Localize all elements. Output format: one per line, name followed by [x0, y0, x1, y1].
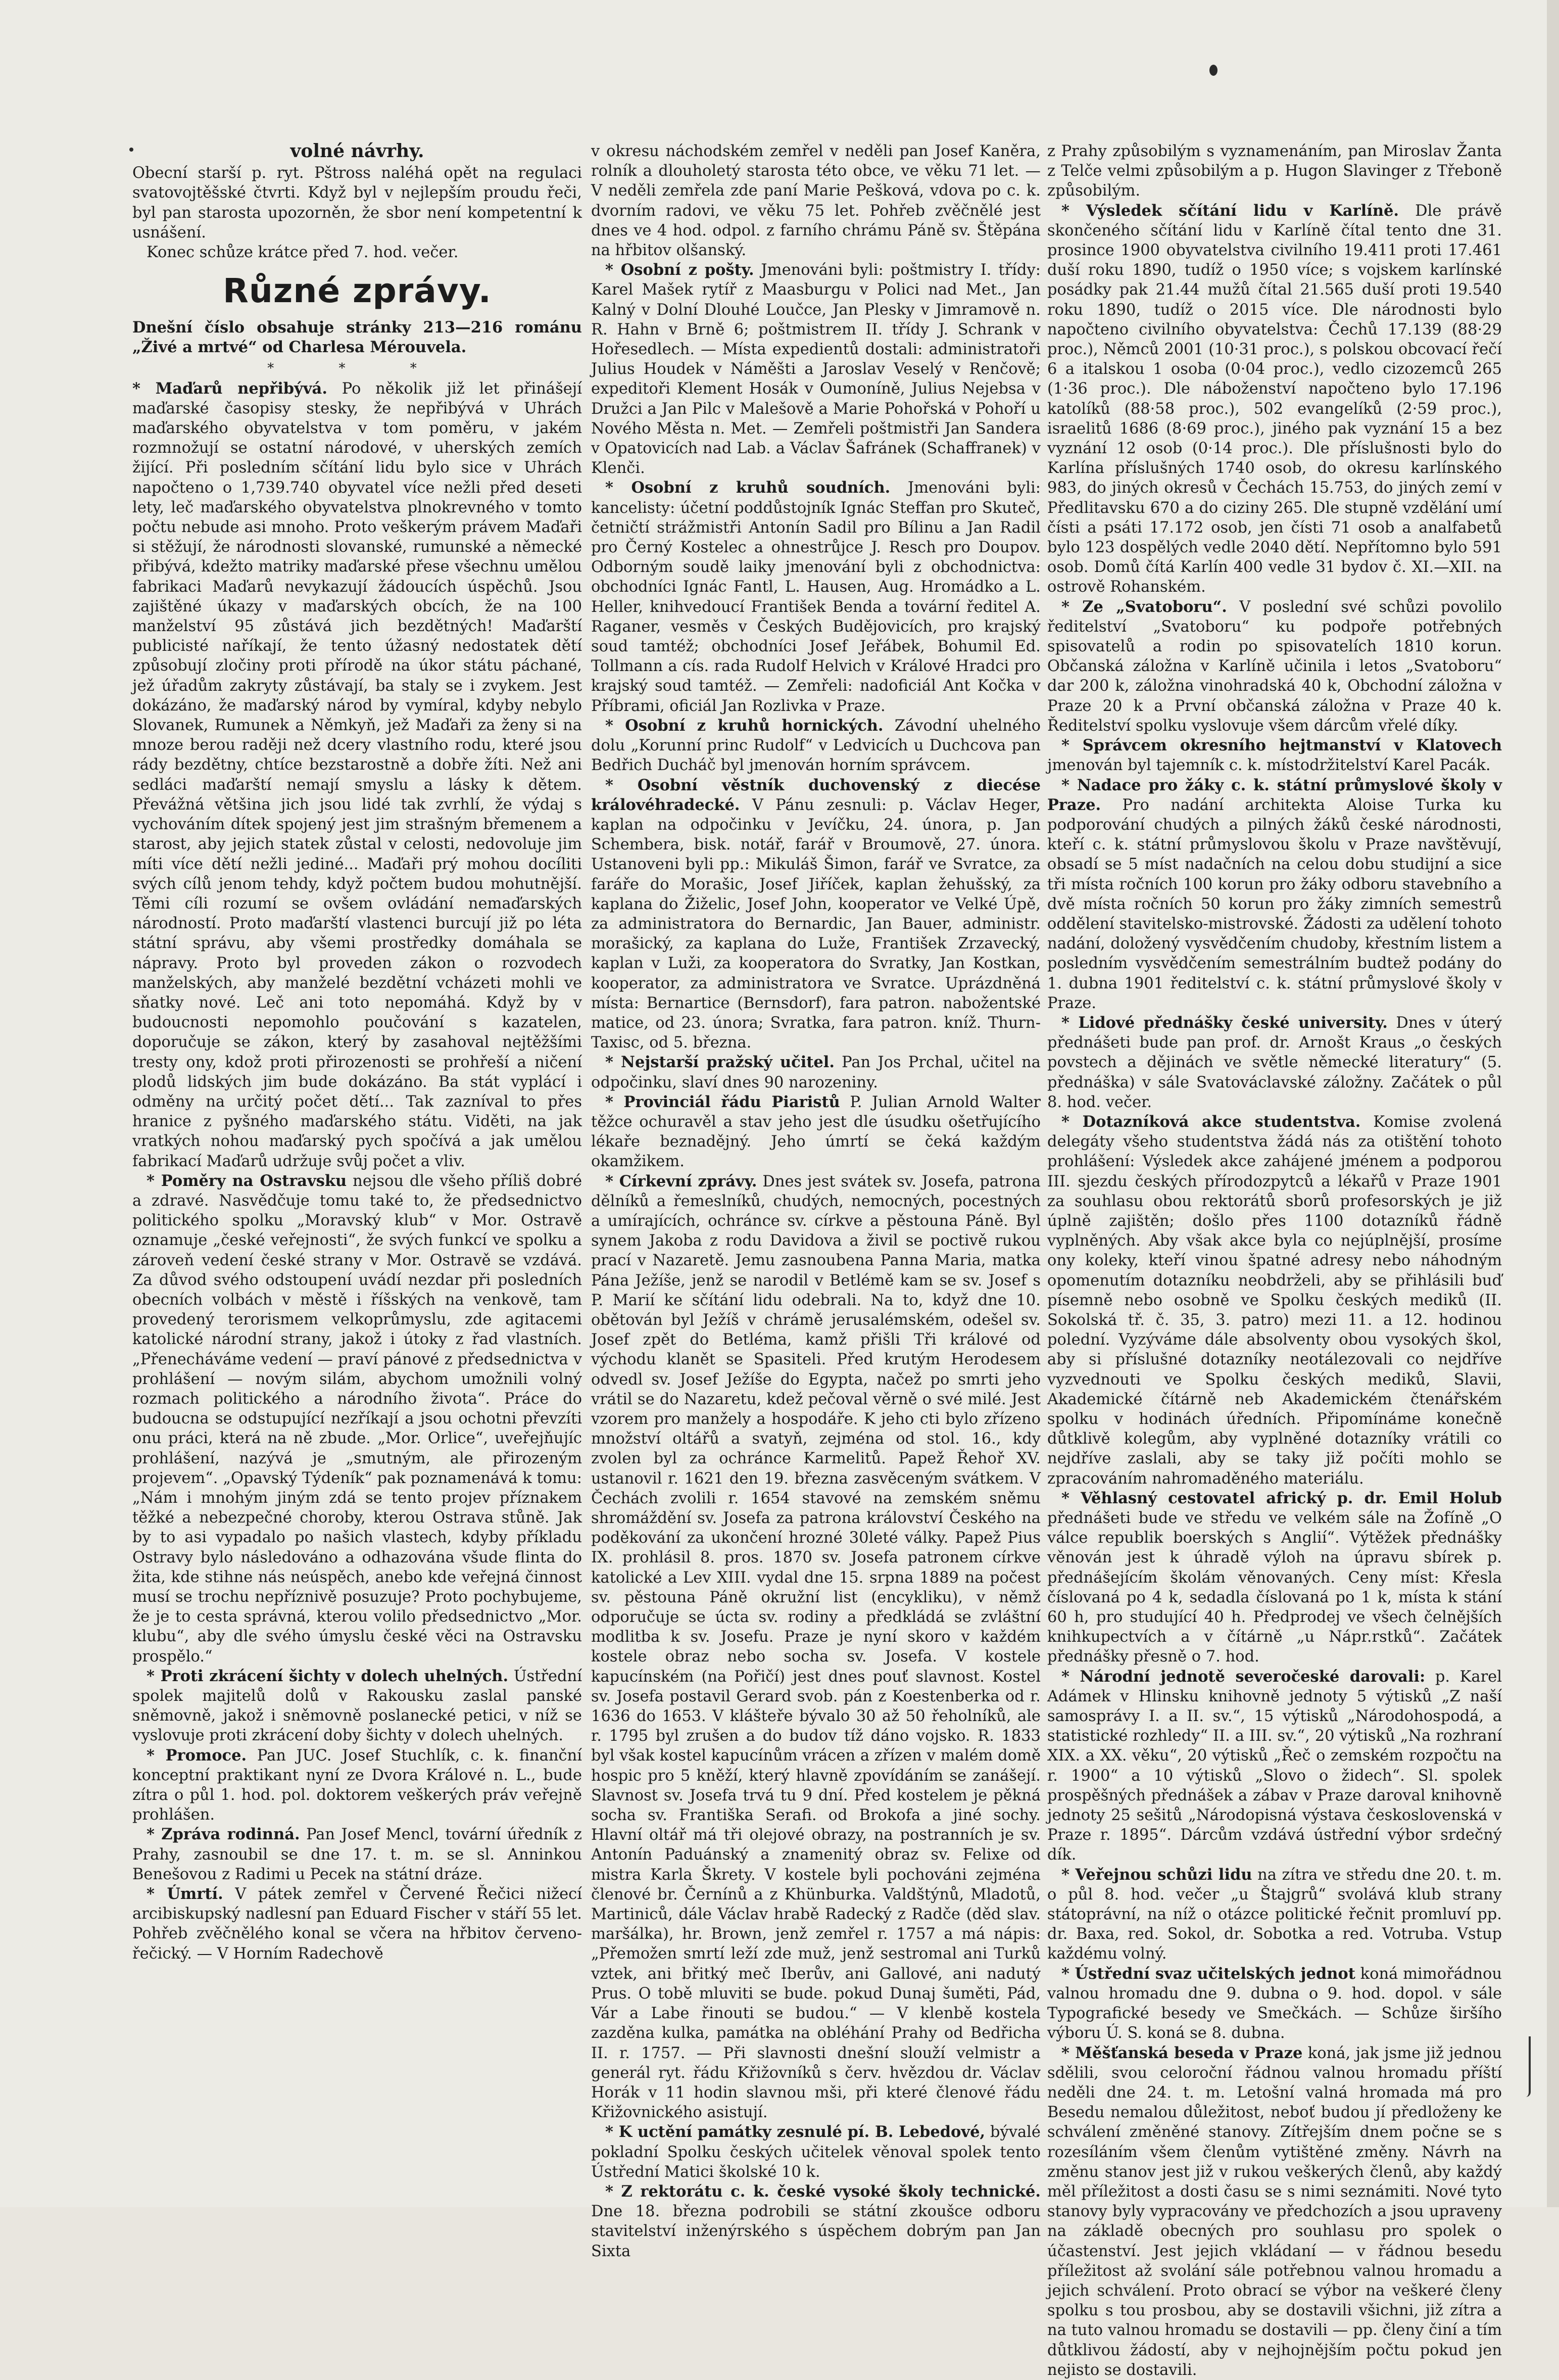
- news-item: [1047, 597, 1502, 736]
- news-item-lead: * Národní jednotě severočeské darovali:: [1061, 1667, 1426, 1686]
- news-item-body: V poslední své schůzi povolilo ředitelství „Svatoboru“ ku podpoře potřebných spisovatelů a rodin po spisovatelích 1810 korun. Občanská záložna v Karlíně učinila i letos „Svatoboru“ dar 200 k, záložna vinohradská 40 k, Obchodní záložna v Praze 20 k a První občanská záložna v Praze 40 k. Ředitelství spolku vyslovuje všem dárcům vřelé díky.: [1047, 598, 1502, 735]
- section-subheading: volné návrhy.: [290, 140, 424, 162]
- news-item-lead: * K uctění památky zesnulé pí. B. Lebedové,: [605, 2123, 986, 2141]
- news-item-body: Dnes v úterý přednášeti bude pan prof. dr. Arnošt Kraus „o českých povstech a dějinách ve světle německé literatury“ (5. přednáška) v sále Svatováclavské záložny. Začátek o půl 8. hod. večer.: [1047, 1014, 1502, 1111]
- news-item-body: koná mimořádnou valnou hromadu dne 9. dubna o 9. hod. dopol. v sále Typografické besedy ve Smečkách. — Schůze širšího výboru Ú. S. koná se 8. dubna.: [1047, 1965, 1502, 2042]
- news-item-body: Pan JUC. Josef Stuchlík, c. k. finanční konceptní praktikant nyní ze Dvora Králové n. L., bude zítra o půl 1. hod. pol. doktorem veškerých práv veřejně prohlášen.: [132, 1746, 582, 1824]
- stars-divider: * * *: [267, 360, 447, 376]
- news-item-lead: * Ze „Svatoboru“.: [1061, 597, 1227, 616]
- news-item-body: Pan Jos Prchal, učitel na odpočinku, slaví dnes 90 narozeniny.: [591, 1054, 1041, 1091]
- margin-bracket: [1526, 2036, 1531, 2097]
- news-item-body: V Pánu zesnuli: p. Václav Heger, kaplan na odpočinku v Jevíčku, 24. února, p. Jan Schembera, bisk. notář, farář v Broumově, 27. února. Ustanoveni byli pp.: Mikuláš Šimon, farář ve Svratce, za faráře do Morašic, Josef Jiříček, kaplan žehušský, za kaplana do Žiželic, Josef John, kooperator ve Velké Úpě, za administratora do Bernardic, Jan Bauer, administr. morašický, za kaplana do Luže, František Zrzavecký, kaplan v Luži, za kooperatora do Svratky, Jan Kostkan, kooperator, za administratora ve Svratce. Uprázdněná místa: Bernartice (Bernsdorf), fara patron. nabožentské matice, od 23. února; Svratka, fara patron. kníž. Thurn-Taxisc, od 5. března.: [591, 796, 1041, 1052]
- news-item-body: nejsou dle všeho příliš dobré a zdravé. Nasvědčuje tomu také to, že předsednictvo politického spolku „Moravský klub“ v Mor. Ostravě oznamuje „české veřejnosti“, že svých funkcí ve spolku a zároveň vedení české strany v Mor. Ostravě se vzdává. Za důvod svého odstoupení uvádí nezdar při posledních obecních volbách v městě i říšských na venkově, tam provedený terorismem velkoprůmyslu, zde agitacemi katolické národní strany, jakož i útoky z řad vlastních. „Přenecháváme vedení — praví pánové z předsednictva v prohlášení — novým silám, abychom umožnili volný rozmach politického a národního života“. Práce do budoucna se odstupující nezříkají a jsou ochotni převzíti onu práci, která na ně zbude. „Mor. Orlice“, uveřejňujíc prohlášení, nazývá je „smutným, ale přirozeným projevem“. „Opavský Týdeník“ pak poznamenává k tomu: „Nám i mnohým jiným zdá se tento projev příznakem těžké a nebezpečné choroby, kterou Ostrava stůně. Jak by to asi vypadalo po našich vlastech, kdyby příkladu Ostravy bylo následováno a odhazována všude flinta do žita, kde stihne nás neúspěch, anebo kde veřejná činnost musí se trochu nepříznivě posuzuje? Proto pochybujeme, že je to cesta správná, kterou volilo předsednictvo „Mor. klubu“, aby dle svého úmyslu české věci na Ostravsku prospělo.“: [132, 1172, 582, 1665]
- news-item-body: jmenován byl tajemník c. k. místodržitelství Karel Pacák.: [1047, 756, 1491, 775]
- news-item: [591, 776, 1041, 1053]
- news-item: [1047, 141, 1502, 201]
- news-item-lead: * Z rektorátu c. k. české vysoké školy technické.: [605, 2182, 1041, 2201]
- news-item-lead: * Úmrtí.: [147, 1885, 223, 1903]
- article-list: [591, 141, 1041, 2261]
- news-item-body: Závodní uhelného dolu „Korunní princ Rudolf“ v Ledvicích u Duchcova pan Bedřich Ducháč byl jmenován horním správcem.: [591, 717, 1041, 775]
- news-item-lead: * Měšťanská beseda v Praze: [1061, 2043, 1303, 2062]
- news-item-body: p. Karel Adámek v Hlinsku knihovně jednoty 5 výtisků „Z naší samosprávy I. a II. sv.“, 15 výtisků „Národohospodá, a statistické rozhledy“ II. a III. sv.“, 20 výtisků „Na rozhraní XIX. a XX. věku“, 20 výtisků „Řeč o zemském rozpočtu na r. 1900“ a 10 výtisků „Slovo o židech“. Sl. spolek prospěšných přednášek a zábav v Praze daroval knihovně jednoty 25 sešitů „Národopisná výstava československá v Praze r. 1895“. Dárcům vzdává ústřední výbor srdečný dík.: [1047, 1668, 1502, 1864]
- column-1: [132, 141, 582, 2163]
- serial-notice: Dnešní číslo obsahuje stránky 213—216 románu „Živé a mrtvé“ od Charlesa Mérouvela.: [132, 318, 582, 357]
- news-item-body: v okresu náchodském zemřel v neděli pan Josef Kaněra, rolník a dlouholetý starosta této obce, ve věku 71 let. — V neděli zemřela zde paní Marie Pešková, vdova po c. k. dvorním radovi, ve věku 75 let. Pohřeb zvěčnělé jest dnes ve 4 hod. odpol. z farního chrámu Páně sv. Štěpána na hřbitov olšanský.: [591, 142, 1041, 260]
- news-item-body: Jmenováni byli: kancelisty: účetní poddůstojník Ignác Steffan pro Skuteč, četničtí strážmistři Antonín Sadil pro Bílinu a Jan Radil pro Černý Kostelec a ohnestrůjce J. Resch pro Doupov. Odborným soudě laiky jmenování byli z obchodnictva: obchodníci Ignác Fantl, L. Hausen, Aug. Hromádko a L. Heller, knihvedoucí František Benda a tovární ředitel A. Raganer, vesměs v Českých Budějovicích, pro krajský soud tamtéž; obchodníci Josef Jeřábek, Bohumil Ed. Tollmann a cís. rada Rudolf Helvich v Králové Hradci pro krajský soud tamtéž. — Zemřeli: nadoficiál Ant Kočka v Příbrami, oficiál Jan Rozlivka v Praze.: [591, 479, 1041, 715]
- news-item-lead: * Provinciál řádu Piaristů: [605, 1092, 840, 1111]
- news-item-body: Dne 18. března podrobili se státní zkoušce odboru stavitelství inženýrského s úspěchem dobrým pan Jan Sixta: [591, 2203, 1041, 2260]
- news-item: [1047, 776, 1502, 1013]
- news-item-lead: * Nadace pro žáky c. k. státní průmyslové školy v Praze.: [1047, 776, 1502, 814]
- news-item: [591, 141, 1041, 260]
- news-item: [1047, 1489, 1502, 1667]
- news-item: [1047, 1667, 1502, 1865]
- news-item: [1047, 1964, 1502, 2043]
- news-item: [132, 1171, 582, 1667]
- news-item: [1047, 1865, 1502, 1964]
- news-item: [1047, 1112, 1502, 1489]
- news-item-lead: * Osobní z pošty.: [605, 261, 754, 279]
- news-item-lead: * Poměry na Ostravsku: [147, 1171, 347, 1190]
- news-item: [591, 1053, 1041, 1092]
- news-item: [1047, 201, 1502, 597]
- scan-edge: [1547, 0, 1559, 2207]
- news-item: [591, 716, 1041, 776]
- news-item-lead: * Osobní z kruhů soudních.: [605, 479, 891, 497]
- news-item-lead: * Nejstarší pražský učitel.: [605, 1053, 835, 1072]
- news-item: [132, 1884, 582, 1964]
- paragraph: Obecní starší p. ryt. Pštross naléhá opět na regulaci svatovojtěšské čtvrti. Když byl v nejlepším proudu řeči, byl pan starosta upozorněn, že sbor není kompetentní k usnášení.: [132, 164, 582, 242]
- news-item-body: Jmenováni byli: poštmistry I. třídy: Karel Mašek rytíř z Maasburgu v Polici nad Met., Jan Kalný v Dolní Dlouhé Loučce, Jan Plesky v Jimramově n. R. Hahn v Brně 6; poštmistrem II. třídy J. Schrank v Hořesedlech. — Místa expedientů dostali: administratoři Julius Houdek v Náměšti a Jaroslav Veselý v Renčově; expeditoři Klement Hosák v Oumoníně, Julius Nejebsa v Družci a Jan Pilc v Malešově a Marie Pohořská v Pohoří u Nového Města n. Met. — Zemřeli poštmistři Jan Sandera v Opatovicích nad Lab. a Václav Šafránek (Schaffranek) v Klenči.: [591, 261, 1041, 478]
- news-item-body: přednášeti bude ve středu ve velkém sále na Žofíně „O válce republik boerských s Anglií“. Výtěžek přednášky věnován jest k úhradě výloh na úpravu sbírek p. přednášejícím školám věnovaných. Ceny míst: Křesla číslovaná po 4 k, sedadla číslovaná po 1 k, místa k stání 60 h, pro studující 40 h. Předprodej ve všech čelnějších knihkupectvích a v čítárně „u Nápr.rstků“. Začátek přednášky přesně o 7. hod.: [1047, 1509, 1502, 1666]
- news-item-lead: * Správcem okresního hejtmanství v Klatovech: [1061, 736, 1502, 755]
- news-item-body: koná, jak jsme již jednou sdělili, svou celoroční řádnou valnou hromadu příští neděli dne 24. t. m. Letošní valná hromada má pro Besedu nemalou důležitost, neboť budou jí předloženy ke schválení změněné stanovy. Zítřejším dnem počne se s rozesíláním všem členům vytištěné změny. Návrh na změnu stanov jest již v rukou veškerých členů, aby každý měl příležitost a dosti času se s nimi seznámiti. Nové tyto stanovy byly vypracovány ve předchozích a jsou upraveny na základě obecných pro souhlasu pro spolek o účastenství. Jest jejich vkládaní — v řádnou besedu příležitost až svolání sále potřebnou valnou hromadu a jejich schválení. Proto obrací se výbor na veškeré členy spolku s tou prosbou, aby se dostavili všichni, již zítra a na tuto valnou hromadu se dostavili — pp. členy činí a tím důtklivou žádostí, aby v nejhojnějším počtu pokud jen nejisto se dostavili.: [1047, 2044, 1502, 2379]
- news-item-body: Pan Josef Mencl, tovární úředník z Prahy, zasnoubil se dne 17. t. m. se sl. Anninkou Benešovou z Radimi u Pecek na státní dráze.: [132, 1826, 582, 1883]
- article-list: [132, 379, 582, 1964]
- section-title: Různé zprávy.: [223, 271, 492, 311]
- news-item: [132, 1825, 582, 1884]
- news-item: [591, 260, 1041, 478]
- news-item-body: Po několik již let přinášejí maďarské časopisy stesky, že nepřibývá v Uhrách maďarského obyvatelstva v tom poměru, v jakém rozmnožují se ostatní národové, v uherských zemích žijící. Při posledním sčítání lidu bylo sice v Uhrách napočteno o 1,739.740 obyvatel více nežli před deseti lety, leč maďarského obyvatelstva plnokrevného v tomto počtu nebude asi mnoho. Proto veškerým právem Maďaři si stěžují, že národnosti slovanské, rumunské a německé přibývá, kdežto matriky maďarské přese všechnu umělou fabrikaci Maďarů nevykazují žádoucích úspěchů. Jsou zajištěné úkazy v maďarských obcích, že na 100 manželství 95 zůstává jich bezdětných! Maďarští publicisté naříkají, že tento úžasný nedostatek dětí způsobují zločiny proti přírodě na úkor státu páchané, jež úřadům zakryty zůstávají, ba staly se i zvykem. Jest dokázáno, že maďarský národ by vymíral, kdyby nebylo Slovanek, Rumunek a Němkyň, jež Maďaři za ženy si na mnoze berou raději než dcery vlastního rodu, které jsou rády bezdětny, chtíce bezstarostně a dobře žíti. Než ani sedláci maďarští nemají smyslu a lásky k dětem. Převážná většina jich jsou lidé tak zvrhlí, že výdaj s vychováním dítek spojený jest jim strašným břemenem a starost, aby jejich statek zůstal v celosti, nedovoluje jim míti více dětí nežli jediné... Maďaři prý mohou docíliti svých cílů jenom tehdy, když počtem budou mohutnější. Těmi cíli rozumí se ovšem ovládání nemaďarských národností. Proto maďarští vlastenci burcují již po léta státní správu, aby všemi prostředky domáhala se nápravy. Proto byl proveden zákon o rozvodech manželských, aby manželé bezdětní vcházeti mohli ve sňatky nové. Leč ani toto nepomáhá. Když by v budoucnosti nepomohlo poučování s kazatelen, doporučuje se zákon, který by zasahoval nejtěžšími tresty ony, kdož proti přirozenosti se prohřeší a ničení plodů lidských jim bude dokázáno. Ba stát vyplácí i odměny na určitý počet dětí... Tak zazníval to přes hranice z pyšného maďarského státu. Viděti, na jak vratkých nohou maďarský pych spočívá a jak umělou fabrikací Maďarů udržuje svůj počet a vliv.: [132, 379, 582, 1170]
- news-item: [591, 478, 1041, 716]
- news-item-lead: * Proti zkrácení šichty v dolech uhelných.: [147, 1667, 509, 1685]
- news-item: [591, 2122, 1041, 2182]
- news-item: [132, 379, 582, 1171]
- news-item: [591, 1092, 1041, 1172]
- news-item-body: Dle právě skončeného sčítání lidu v Karlíně čítal tento dne 31. prosince 1900 obyvatelstva civilního 19.411 proti 17.461 duší roku 1890, tudíž o 1950 více; s vojskem karlínské posádky pak 21.44 mužů čítal 21.565 duší proti 19.540 roku 1890, tudíž o 2015 více. Dle národnosti bylo napočteno civilního obyvatelstva: Čechů 17.139 (88·29 proc.), Němců 2001 (10·31 proc.), s polskou obcovací řečí 6 a italskou 1 osoba (0·04 proc.), vedlo cizozemců 265 (1·36 proc.). Dle náboženství napočteno bylo 17.196 katolíků (88·58 proc.), 502 evangelíků (2·59 proc.), israelitů 1686 (8·69 proc.), jiného pak vyznání 15 a bez vyznání 12 osob (0·14 proc.). Dle příslušnosti bylo do Karlína příslušných 1740 osob, do okresu karlínského 983, do jiných okresů v Čechách 15.753, do jiných zemí v Předlitavsku 670 a do ciziny 265. Dle stupně vzdělání umí čísti a psáti 17.172 osob, jen čísti 71 osob a analfabetů bylo 123 dospělých vedle 2040 dětí. Nepřítomno bylo 591 osob. Domů čítá Karlín 400 vedle 31 bydov č. XI.—XII. na ostrově Rohanském.: [1047, 202, 1502, 596]
- news-item-body: Ústřední spolek majitelů dolů v Rakousku zaslal panské sněmovně, jakož i sněmovně poslanecké petici, v níž se vyslovuje proti zkrácení doby šichty v dolech uhelných.: [132, 1667, 582, 1745]
- news-item-body: Pro nadání architekta Aloise Turka ku podporování chudých a pilných žáků české národnosti, kteří c. k. státní průmyslovou školu v Praze navštěvují, obsadí se 5 míst nadačních na celou dobu studijní a sice tři místa ročních 100 korun pro žáky odboru stavebního a dvě místa ročních 50 korun pro žáky zimních semestrů oddělení stavitelsko-mistrovské. Žádosti za udělení tohoto nadání, doložený vysvědčením chudoby, křestním listem a posledním vysvědčením semestrálním budtež podány do 1. dubna 1901 ředitelství c. k. státní průmyslové školy v Praze.: [1047, 796, 1502, 1012]
- news-item-lead: * Dotazníková akce studentstva.: [1061, 1112, 1361, 1131]
- news-item-lead: * Zpráva rodinná.: [147, 1825, 300, 1844]
- column-2: [591, 141, 1041, 2260]
- news-item-lead: * Maďarů nepřibývá.: [132, 379, 327, 398]
- column-3: [1047, 141, 1502, 2379]
- article-list: [1047, 141, 1502, 2380]
- news-item: [132, 1746, 582, 1825]
- news-item-body: Dnes jest svátek sv. Josefa, patrona dělníků a řemeslníků, chudých, nemocných, pocestných a umírajících, ochránce sv. církve a pěstouna Páně. Byl synem Jakoba z rodu Davidova a živil se poctivě rukou prací v Nazaretě. Jemu zasnoubena Panna Maria, matka Pána Ježíše, jenž se narodil v Betlémě kam se sv. Josef s P. Marií ke sčítání lidu odebrali. Na to, když dne 10. obětován byl Ježíš v chrámě jerusalémském, odešel sv. Josef zpět do Betléma, kamž přišli Tři králové od východu klanět se Spasiteli. Před krutým Herodesem odvedl sv. Josef Ježíše do Egypta, načež po smrti jeho vrátil se do Nazaretu, kdež pečoval věrně o své milé. Jest vzorem pro manžely a hospodáře. K jeho cti bylo zřízeno množství oltářů a svatyň, zejména od stol. 16., kdy zvolen byl za ochránce Karmelitů. Papež Řehoř XV. ustanovil r. 1621 den 19. března zasvěceným svátkem. V Čechách zvolili r. 1654 stavové na zemském sněmu shromáždění sv. Josefa za patrona království Českého na poděkování za ukončení hrozné 30leté války. Papež Pius IX. prohlásil 8. pros. 1870 sv. Josefa patronem církve katolické a Lev XIII. vydal dne 15. srpna 1889 na počest sv. pěstouna Páně okružní list (encykliku), v němž odporučuje se úcta sv. rodiny a předkládá se zvláštní modlitba k sv. Josefu. Praze je nyní skoro v každém kostele obraz nebo socha sv. Josefa. V kostele kapucínském (na Pořičí) jest dnes pouť slavnost. Kostel sv. Josefa postavil Gerard svob. pán z Koestenberka od r. 1636 do 1653. V klášteře bývalo 30 až 50 řeholníků, ale r. 1795 byl zrušen a do budov tíž dáno vojsko. R. 1833 byl však kostel kapucínům vrácen a zřízen v malém domě hospic pro 5 kněží, který hlavně zpovídáním se zanášejí. Slavnost sv. Josefa trvá tu 9 dní. Před kostelem je pěkná socha sv. Františka Serafi. od Brokofa a jiné sochy. Hlavní oltář má tři olejové obrazy, na postranních je sv. Antonín Paduánský a znamenitý obraz sv. Felixe od mistra Karla Škrety. V kostele byli pochováni zejména členové br. Černínů a z Khünburka. Valdštýnů, Mladotů, Martiniců, dále Václav hrabě Radecký z Radče (děd slav. maršálka), hr. Brown, jenž zemřel r. 1757 a má nápis: „Přemožen smrtí leží zde muž, jenž sestromal ani Turků vztek, ani břitký meč Iberův, ani Gallové, ani nadutý Prus. O tobě mluviti se bude. pokud Dunaj šuměti, Pád, Vár a Labe řinouti se budou.“ — V klenbě kostela zazděna kulka, památka na obléhání Prahy od Bedřicha II. r. 1757. — Při slavnosti dnešní slouží velmistr a generál ryt. řádu Křižovníků s červ. hvězdou dr. Václav Horák v 11 hodin slavnou mši, při které členové řádu Křižovnického asistují.: [591, 1172, 1041, 2122]
- news-item: [132, 1667, 582, 1746]
- news-item-lead: * Osobní věstník duchovenský z diecése královéhradecké.: [591, 776, 1041, 814]
- news-item-lead: * Věhlasný cestovatel africký p. dr. Emil Holub: [1061, 1489, 1502, 1507]
- news-item-lead: * Církevní zprávy.: [605, 1172, 757, 1191]
- news-item-body: na zítra ve středu dne 20. t. m. o půl 8. hod. večer „u Štajgrů“ svolává klub strany státoprávní, na níž o otázce politické řečnit promluví pp. dr. Baxa, red. Sokol, dr. Sobotka a red. Votruba. Vstup každému volný.: [1047, 1866, 1502, 1963]
- news-item-body: P. Julian Arnold Walter těžce ochuravěl a stav jeho jest dle úsudku ošetřujícího lékaře beznadějný. Jeho úmrtí se čeká každým okamžikem.: [591, 1093, 1041, 1171]
- ink-spot: [1209, 65, 1217, 76]
- news-item: [1047, 2043, 1502, 2380]
- news-item-body: z Prahy způsobilým s vyznamenáním, pan Miroslav Žanta z Telče velmi způsobilým a p. Hugon Slavinger z Třeboně způsobilým.: [1047, 142, 1502, 200]
- news-item-lead: * Promoce.: [147, 1746, 247, 1765]
- news-item-body: bývalé pokladní Spolku českých učitelek věnoval spolek tento Ústřední Matici školské 10 k.: [591, 2123, 1041, 2181]
- news-item-lead: * Lidové přednášky české university.: [1061, 1013, 1388, 1032]
- news-item: [591, 2182, 1041, 2261]
- news-item: [1047, 736, 1502, 775]
- news-item-lead: * Veřejnou schůzi lidu: [1061, 1865, 1252, 1884]
- news-item-body: V pátek zemřel v Červené Řečici nižecí arcibiskupský nadlesní pan Eduard Fischer v stáří 55 let. Pohřeb zvěčnělého konal se včera na hřbitov červeno-řečický. — V Horním Radechově: [132, 1885, 582, 1963]
- news-item-lead: * Ústřední svaz učitelských jednot: [1061, 1964, 1355, 1983]
- news-item: [591, 1172, 1041, 2123]
- news-item-lead: * Osobní z kruhů hornických.: [605, 716, 884, 735]
- paragraph: Konec schůze krátce před 7. hod. večer.: [147, 244, 459, 262]
- news-item: [1047, 1013, 1502, 1112]
- news-item-lead: * Výsledek sčítání lidu v Karlíně.: [1061, 201, 1399, 220]
- news-item-body: Komise zvolená delegáty všeho studentstva žádá nás za otištění tohoto prohlášení: Výsledek akce zahájené jménem a podporou III. sjezdu českých přírodozpytců a lékařů v Praze 1901 za souhlasu obou rektorátů sborů profesorských je již úplně zajištěn; došlo přes 1100 dotazníků řádně vyplněných. Aby však akce byla co nejúplnější, prosíme ony koleky, kteří vinou špatné adresy nebo náhodným opomenutím dotazníku neobdrželi, aby se přihlásili buď písemně nebo osobně ve Spolku českých mediků (II. Sokolská tř. č. 35, 3. patro) mezi 11. a 12. hodinou polední. Vyzýváme dále absolventy obou vysokých škol, aby si příslušné dotazníky neotálezovali co nejdříve vyzvednouti ve Spolku českých mediků, Slavii, Akademické čítárně neb Akademickém čtenářském spolku v hodinách úředních. Připomínáme konečně důtklivě kolegům, aby vyplněné dotazníky vrátili co nejdříve zaslali, aby se taky již počíti mohlo se zpracováním nahromaděného materiálu.: [1047, 1113, 1502, 1488]
